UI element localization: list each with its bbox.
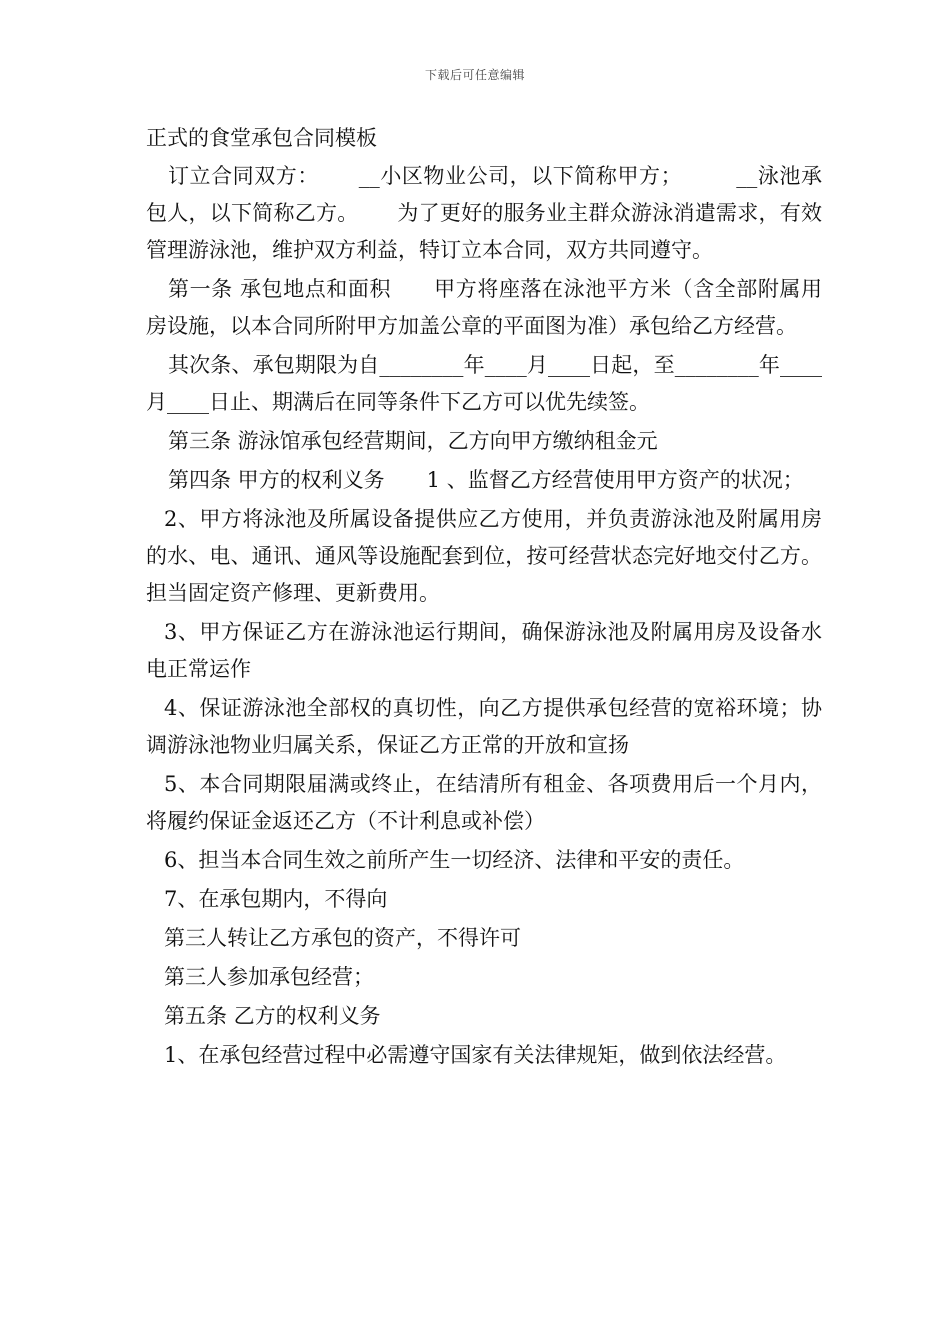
paragraph-article-4-item-6: 6、担当本合同生效之前所产生一切经济、法律和平安的责任。 [164, 848, 745, 872]
paragraph-article-4-item-7-cont-1: 第三人转让乙方承包的资产，不得许可 [164, 926, 521, 950]
paragraph-article-4-item-4: 4、保证游泳池全部权的真切性，向乙方提供承包经营的宽裕环境；协调游泳池物业归属关系，保证乙方正常的开放和宣扬 [146, 696, 822, 757]
paragraph-article-5: 第五条 乙方的权利义务 [164, 1004, 381, 1028]
document-title: 正式的食堂承包合同模板 [146, 126, 377, 150]
header-note: 下载后可任意编辑 [424, 68, 525, 82]
paragraph-article-4-item-7: 7、在承包期内，不得向 [164, 887, 388, 911]
paragraph-parties: 订立合同双方： __小区物业公司，以下简称甲方； __泳池承包人，以下简称乙方。 为了更好的服务业主群众游泳消遣需求，有效管理游泳池，维护双方利益，特订立本合同，双方共同遵守。 [146, 164, 822, 262]
paragraph-article-4-item-7-cont-2: 第三人参加承包经营； [164, 965, 374, 989]
paragraph-article-4-item-2: 2、甲方将泳池及所属设备提供应乙方使用，并负责游泳池及附属用房的水、电、通讯、通风等设施配套到位，按可经营状态完好地交付乙方。担当固定资产修理、更新费用。 [146, 507, 822, 605]
paragraph-article-4: 第四条 甲方的权利义务 1 、监督乙方经营使用甲方资产的状况； [168, 468, 804, 492]
paragraph-article-4-item-5: 5、本合同期限届满或终止，在结清所有租金、各项费用后一个月内，将履约保证金返还乙方（不计利息或补偿） [146, 772, 822, 833]
paragraph-article-4-item-3: 3、甲方保证乙方在游泳池运行期间，确保游泳池及附属用房及设备水电正常运作 [146, 620, 822, 681]
paragraph-article-2: 其次条、承包期限为自________年____月____日起，至________年____月____日止、期满后在同等条件下乙方可以优先续签。 [146, 353, 822, 414]
paragraph-article-1: 第一条 承包地点和面积 甲方将座落在泳池平方米（含全部附属用房设施，以本合同所附甲方加盖公章的平面图为准）承包给乙方经营。 [146, 277, 822, 338]
paragraph-article-5-item-1: 1、在承包经营过程中必需遵守国家有关法律规矩，做到依法经营。 [164, 1043, 787, 1067]
document-body [146, 122, 822, 1074]
paragraph-article-3: 第三条 游泳馆承包经营期间，乙方向甲方缴纳租金元 [168, 429, 658, 453]
